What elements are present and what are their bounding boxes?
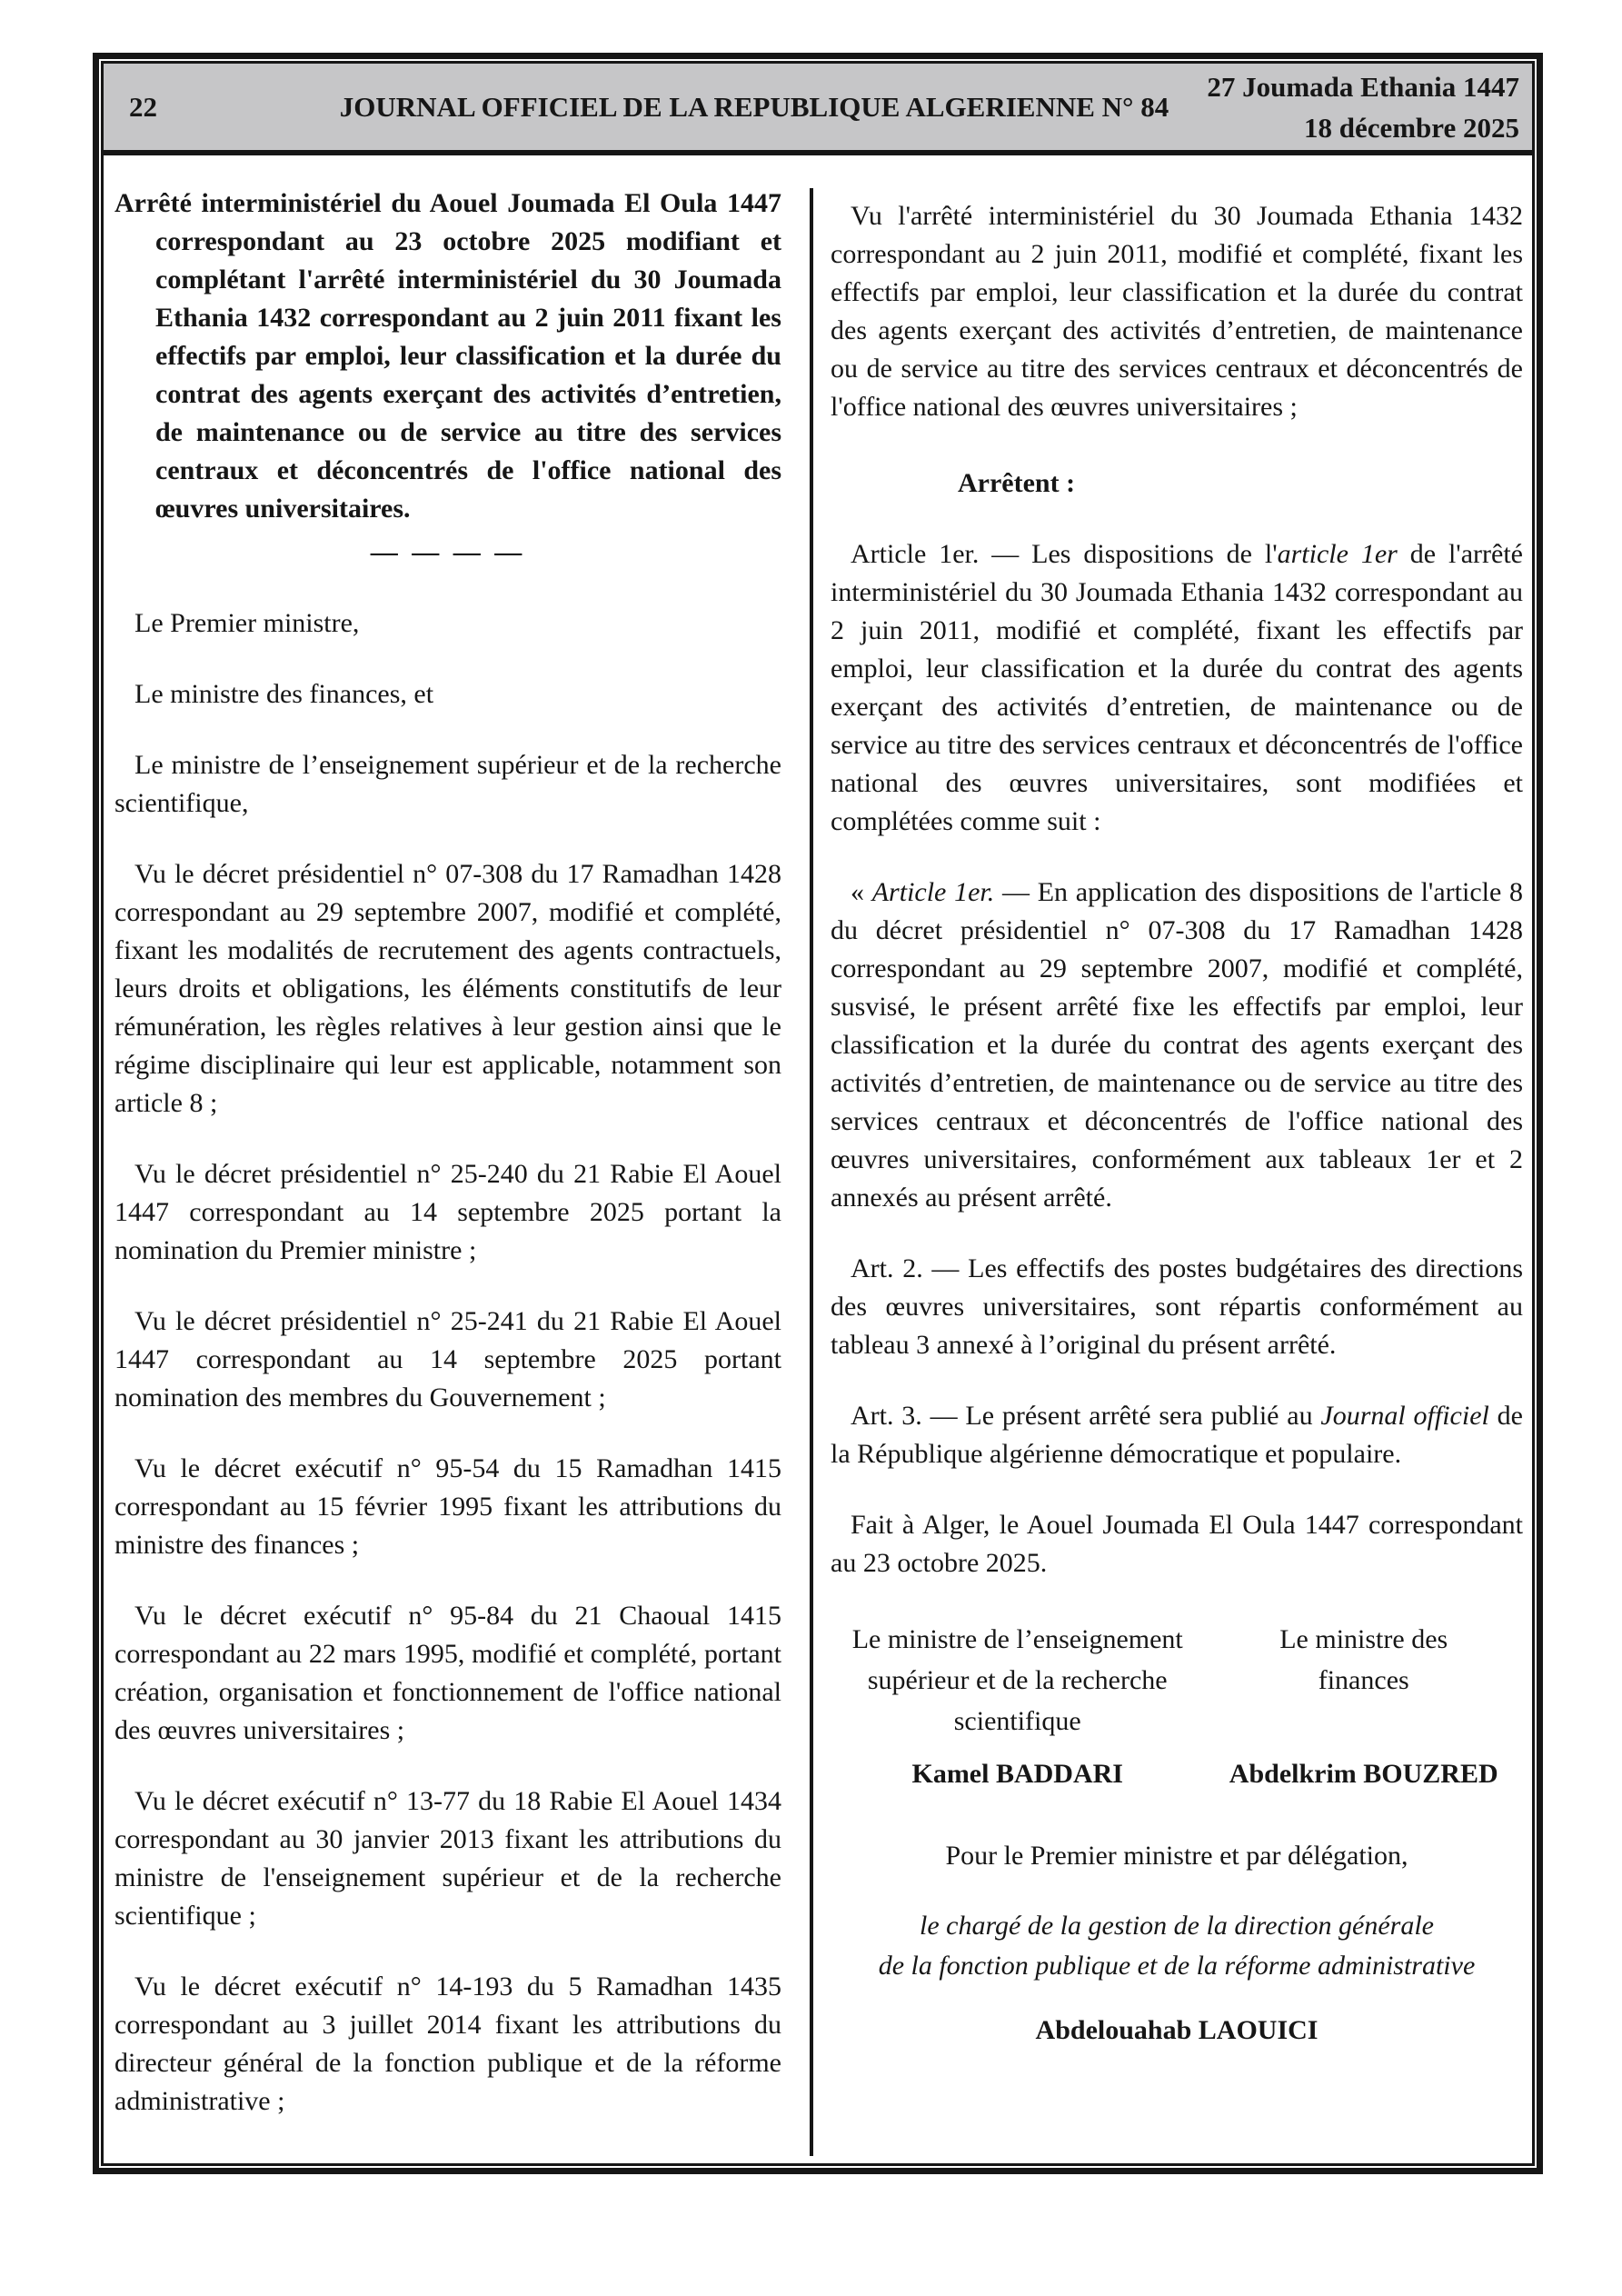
masthead-dates xyxy=(1207,66,1519,148)
date-hijri: 27 Joumada Ethania 1447 xyxy=(1207,70,1519,103)
minister-left-name: Kamel BADDARI xyxy=(911,1759,1123,1789)
article-3-pre: Art. 3. — Le présent arrêté sera publié au xyxy=(851,1401,1321,1431)
delegate-role xyxy=(831,1906,1523,1986)
decree-title: Arrêté interministériel du Aouel Joumada El Oula 1447 correspondant au 23 octobre 2025 modifiant et complétant l'arrêté interministériel du 30 Joumada Ethania 1432 correspondant au 2 juin 2011 fixant les effectifs par emploi, leur classification et la durée du contrat des agents exerçant des activités d’entretien, de maintenance ou de service au titre des services centraux et déconcentrés de l'office national des œuvres universitaires. xyxy=(114,188,781,524)
paragraph-vu-decret-25-241: Vu le décret présidentiel n° 25-241 du 21 Rabie El Aouel 1447 correspondant au 14 septembre 2025 portant nomination des membres du Gouvernement ; xyxy=(114,1306,781,1413)
column-divider xyxy=(810,188,813,2156)
paragraph-vu-decret-95-54: Vu le décret exécutif n° 95-54 du 15 Ramadhan 1415 correspondant au 15 février 1995 fixant les attributions du ministre des finances ; xyxy=(114,1453,781,1560)
masthead xyxy=(104,64,1532,155)
paragraph-article-2: Art. 2. — Les effectifs des postes budgétaires des directions des œuvres universitaires, sont répartis conformément au tableau 3 annexé à l’original du présent arrêté. xyxy=(831,1253,1523,1360)
minister-right-title: Le ministre des finances xyxy=(1279,1624,1448,1695)
right-column xyxy=(831,155,1523,2050)
paragraph-fait-a-alger: Fait à Alger, le Aouel Joumada El Oula 1447 correspondant au 23 octobre 2025. xyxy=(831,1510,1523,1578)
article-3-post: de la République algérienne démocratique et populaire. xyxy=(831,1401,1524,1469)
page-frame xyxy=(93,53,1543,2174)
arretent-heading: Arrêtent : xyxy=(958,468,1076,498)
quote-article-1-italic: Article 1er. xyxy=(871,877,995,907)
signature-block-finances xyxy=(1204,1619,1523,1793)
delegate-role-line-1: le chargé de la gestion de la direction générale xyxy=(920,1911,1434,1941)
quote-article-1-post: — En application des dispositions de l'article 8 du décret présidentiel n° 07-308 du 17 Ramadhan 1428 correspondant au 29 septembre 2007, modifié et complété, susvisé, le présent arrêté fixe les effectifs par emploi, leur classification et la durée du contrat des agents exerçant des activités d’entretien, de maintenance ou de service au titre des services centraux et déconcentrés de l'office national des œuvres universitaires, conformément aux tableaux 1er et 2 annexés au présent arrêté. xyxy=(831,877,1524,1213)
title-separator: — — — — xyxy=(370,537,526,567)
quote-open: « xyxy=(851,877,872,907)
left-column xyxy=(114,155,781,2121)
journal-title: JOURNAL OFFICIEL DE LA REPUBLIQUE ALGERIENNE N° 84 xyxy=(339,90,1169,123)
paragraph-vu-decret-95-84: Vu le décret exécutif n° 95-84 du 21 Chaoual 1415 correspondant au 22 mars 1995, modifié et complété, portant création, organisation et fonctionnement de l'office national des œuvres universitaires ; xyxy=(114,1601,781,1745)
article-3-italic: Journal officiel xyxy=(1320,1401,1489,1431)
paragraph-vu-decret-25-240: Vu le décret présidentiel n° 25-240 du 21 Rabie El Aouel 1447 correspondant au 14 septembre 2025 portant la nomination du Premier ministre ; xyxy=(114,1159,781,1265)
article-1-italic: article 1er xyxy=(1277,539,1398,569)
signatures-row xyxy=(831,1619,1523,1793)
paragraph-ministre-enseignement: Le ministre de l’enseignement supérieur et de la recherche scientifique, xyxy=(114,750,781,818)
page-number: 22 xyxy=(129,90,157,123)
article-1-post: de l'arrêté interministériel du 30 Joumada Ethania 1432 correspondant au 2 juin 2011, modifié et complété, fixant les effectifs par emploi, leur classification et la durée du contrat des agents exerçant des activités d’entretien, de maintenance ou de service au titre des services centraux et déconcentrés de l'office national des œuvres universitaires, sont modifiées et complétées comme suit : xyxy=(831,539,1523,836)
paragraph-vu-arrete: Vu l'arrêté interministériel du 30 Joumada Ethania 1432 correspondant au 2 juin 2011, modifié et complété, fixant les effectifs par emploi, leur classification et la durée du contrat des agents exerçant des activités d’entretien, de maintenance ou de service au titre des services centraux et déconcentrés de l'office national des œuvres universitaires ; xyxy=(831,201,1523,422)
signature-block-enseignement xyxy=(831,1619,1204,1793)
paragraph-article-3 xyxy=(831,1397,1523,1473)
minister-left-title: Le ministre de l’enseignement supérieur et de la recherche scientifique xyxy=(851,1624,1183,1736)
delegate-role-line-2: de la fonction publique et de la réforme administrative xyxy=(878,1951,1476,1981)
minister-right-name: Abdelkrim BOUZRED xyxy=(1229,1759,1498,1789)
paragraph-vu-decret-07-308: Vu le décret présidentiel n° 07-308 du 17 Ramadhan 1428 correspondant au 29 septembre 2007, modifié et complété, fixant les modalités de recrutement des agents contractuels, leurs droits et obligations, les éléments constitutifs de leur rémunération, les règles relatives à leur gestion ainsi que le régime disciplinaire qui leur est applicable, notamment son article 8 ; xyxy=(114,859,781,1118)
page-content xyxy=(104,155,1532,2163)
paragraph-article-1 xyxy=(831,535,1523,841)
paragraph-ministre-finances: Le ministre des finances, et xyxy=(134,679,434,709)
delegate-name: Abdelouahab LAOUICI xyxy=(1035,2015,1318,2045)
paragraph-premier-ministre: Le Premier ministre, xyxy=(134,608,360,638)
article-1-pre: Article 1er. — Les dispositions de l' xyxy=(851,539,1278,569)
page-frame-inner xyxy=(101,61,1535,2166)
date-gregorian: 18 décembre 2025 xyxy=(1303,111,1519,144)
paragraph-vu-decret-14-193: Vu le décret exécutif n° 14-193 du 5 Ramadhan 1435 correspondant au 3 juillet 2014 fixant les attributions du directeur général de la fonction publique et de la réforme administrative ; xyxy=(114,1972,781,2116)
paragraph-article-1-quote xyxy=(831,873,1523,1217)
delegation-intro: Pour le Premier ministre et par délégation, xyxy=(945,1841,1408,1871)
paragraph-vu-decret-13-77: Vu le décret exécutif n° 13-77 du 18 Rabie El Aouel 1434 correspondant au 30 janvier 2013 fixant les attributions du ministre de l'enseignement supérieur et de la recherche scientifique ; xyxy=(114,1786,781,1931)
